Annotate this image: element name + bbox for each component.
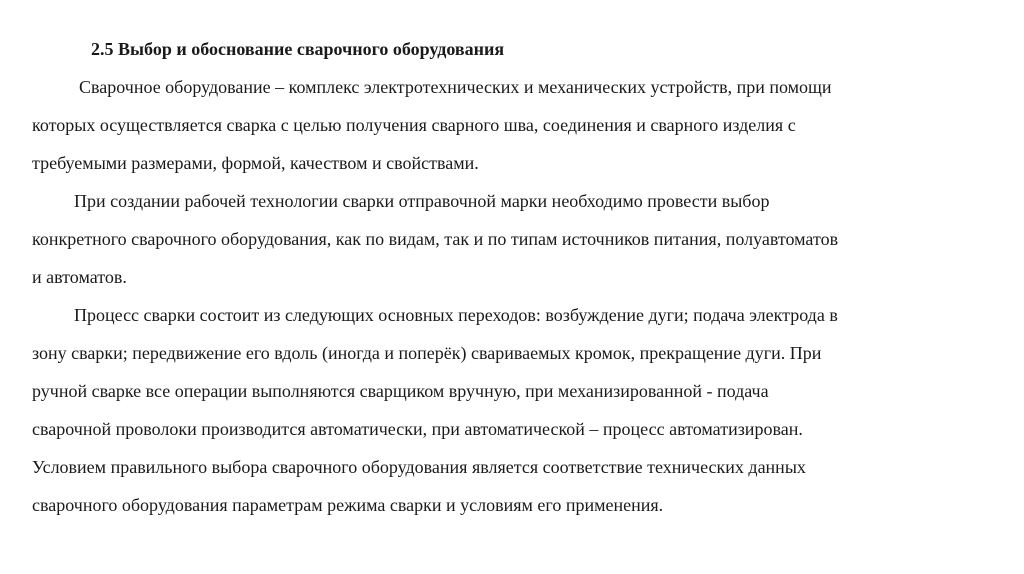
paragraph-2-line-1: При создании рабочей технологии сварки отправочной марки необходимо провести выбор [74,191,770,211]
section-heading: 2.5 Выбор и обоснование сварочного оборудования [91,39,505,59]
paragraph-3-line-6: сварочного оборудования параметрам режима сварки и условиям его применения. [32,495,664,515]
paragraph-1-line-2: которых осуществляется сварка с целью получения сварного шва, соединения и сварного изделия с [32,115,796,135]
paragraph-2-line-2: конкретного сварочного оборудования, как по видам, так и по типам источников питания, полуавтоматов [32,229,839,249]
paragraph-1-line-1: Сварочное оборудование – комплекс электротехнических и механических устройств, при помощи [79,77,832,97]
paragraph-2-line-3: и автоматов. [32,267,127,287]
paragraph-3-line-4: сварочной проволоки производится автоматически, при автоматической – процесс автоматизирован. [32,419,803,439]
paragraph-1-line-3: требуемыми размерами, формой, качеством и свойствами. [32,153,479,173]
paragraph-3-line-2: зону сварки; передвижение его вдоль (иногда и поперёк) свариваемых кромок, прекращение дуги. При [32,343,822,363]
paragraph-3-line-1: Процесс сварки состоит из следующих основных переходов: возбуждение дуги; подача электрода в [74,305,838,325]
paragraph-3-line-5: Условием правильного выбора сварочного оборудования является соответствие технических данных [32,457,806,477]
paragraph-3-line-3: ручной сварке все операции выполняются сварщиком вручную, при механизированной - подача [32,381,769,401]
